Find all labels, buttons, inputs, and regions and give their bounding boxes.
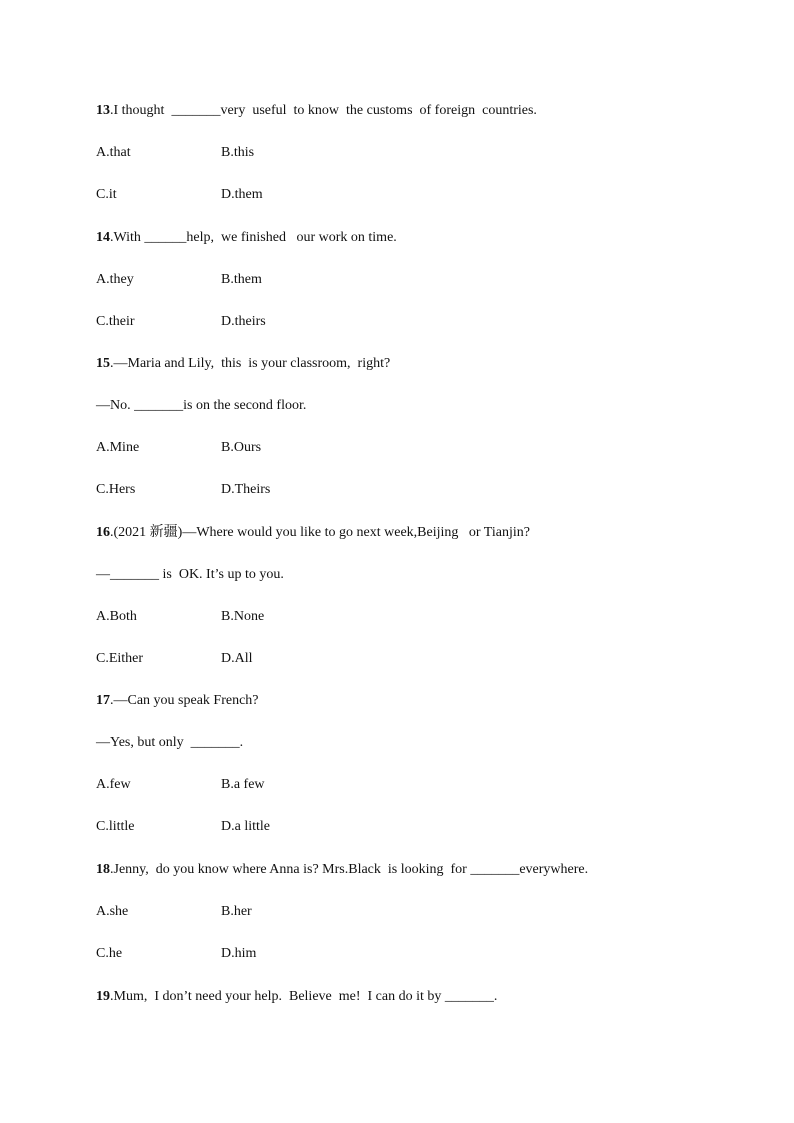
option-d: D.All [221, 651, 253, 666]
option-b: B.them [221, 272, 262, 287]
question-16-reply [96, 566, 284, 584]
question-text: .—Maria and Lily, this is your classroom, right? [110, 356, 391, 371]
question-15-options-row-1 [96, 439, 496, 457]
question-14-options-row-1 [96, 271, 496, 289]
option-b: B.a few [221, 777, 265, 792]
question-number: 17 [96, 693, 110, 708]
option-d: D.a little [221, 819, 270, 834]
question-18-options-row-1 [96, 903, 496, 921]
question-18-stem [96, 861, 588, 879]
question-16-options-row-2 [96, 650, 496, 668]
question-15-stem [96, 355, 390, 373]
question-number: 14 [96, 230, 110, 245]
question-text: —No. _______is on the second floor. [96, 398, 307, 413]
question-16-stem [96, 524, 530, 542]
question-17-options-row-1 [96, 776, 496, 794]
question-16-options-row-1 [96, 608, 496, 626]
question-text: .—Can you speak French? [110, 693, 259, 708]
question-number: 19 [96, 989, 110, 1004]
option-a: A.she [96, 904, 129, 919]
question-text: —_______ is OK. It’s up to you. [96, 567, 284, 582]
option-c: C.little [96, 819, 135, 834]
question-18-options-row-2 [96, 945, 496, 963]
question-text: .With ______help, we finished our work on time. [110, 230, 397, 245]
question-text: .Mum, I don’t need your help. Believe me! I can do it by _______. [110, 989, 498, 1004]
question-text: .I thought _______very useful to know the customs of foreign countries. [110, 103, 537, 118]
question-text: —Yes, but only _______. [96, 735, 244, 750]
option-d: D.them [221, 187, 263, 202]
question-14-stem [96, 229, 397, 247]
question-17-options-row-2 [96, 818, 496, 836]
question-17-stem [96, 692, 259, 710]
question-14-options-row-2 [96, 313, 496, 331]
question-13-stem [96, 102, 537, 120]
option-c: C.Hers [96, 482, 136, 497]
question-number: 18 [96, 862, 110, 877]
question-text: .Jenny, do you know where Anna is? Mrs.Black is looking for _______everywhere. [110, 862, 589, 877]
option-a: A.few [96, 777, 131, 792]
question-13-options-row-2 [96, 186, 496, 204]
option-a: A.Both [96, 609, 137, 624]
question-15-reply [96, 397, 306, 415]
question-number: 13 [96, 103, 110, 118]
option-b: B.None [221, 609, 265, 624]
question-19-stem [96, 988, 497, 1006]
question-17-reply [96, 734, 243, 752]
option-d: D.Theirs [221, 482, 271, 497]
option-c: C.Either [96, 651, 144, 666]
option-a: A.Mine [96, 440, 140, 455]
question-text: .(2021 新疆)—Where would you like to go next week,Beijing or Tianjin? [110, 525, 530, 540]
option-b: B.Ours [221, 440, 262, 455]
option-a: A.that [96, 145, 131, 160]
option-d: D.him [221, 946, 257, 961]
question-15-options-row-2 [96, 481, 496, 499]
option-a: A.they [96, 272, 134, 287]
question-number: 15 [96, 356, 110, 371]
option-b: B.this [221, 145, 255, 160]
option-b: B.her [221, 904, 252, 919]
option-c: C.it [96, 187, 117, 202]
option-c: C.he [96, 946, 123, 961]
question-13-options-row-1 [96, 144, 496, 162]
option-c: C.their [96, 314, 135, 329]
option-d: D.theirs [221, 314, 266, 329]
question-number: 16 [96, 525, 110, 540]
